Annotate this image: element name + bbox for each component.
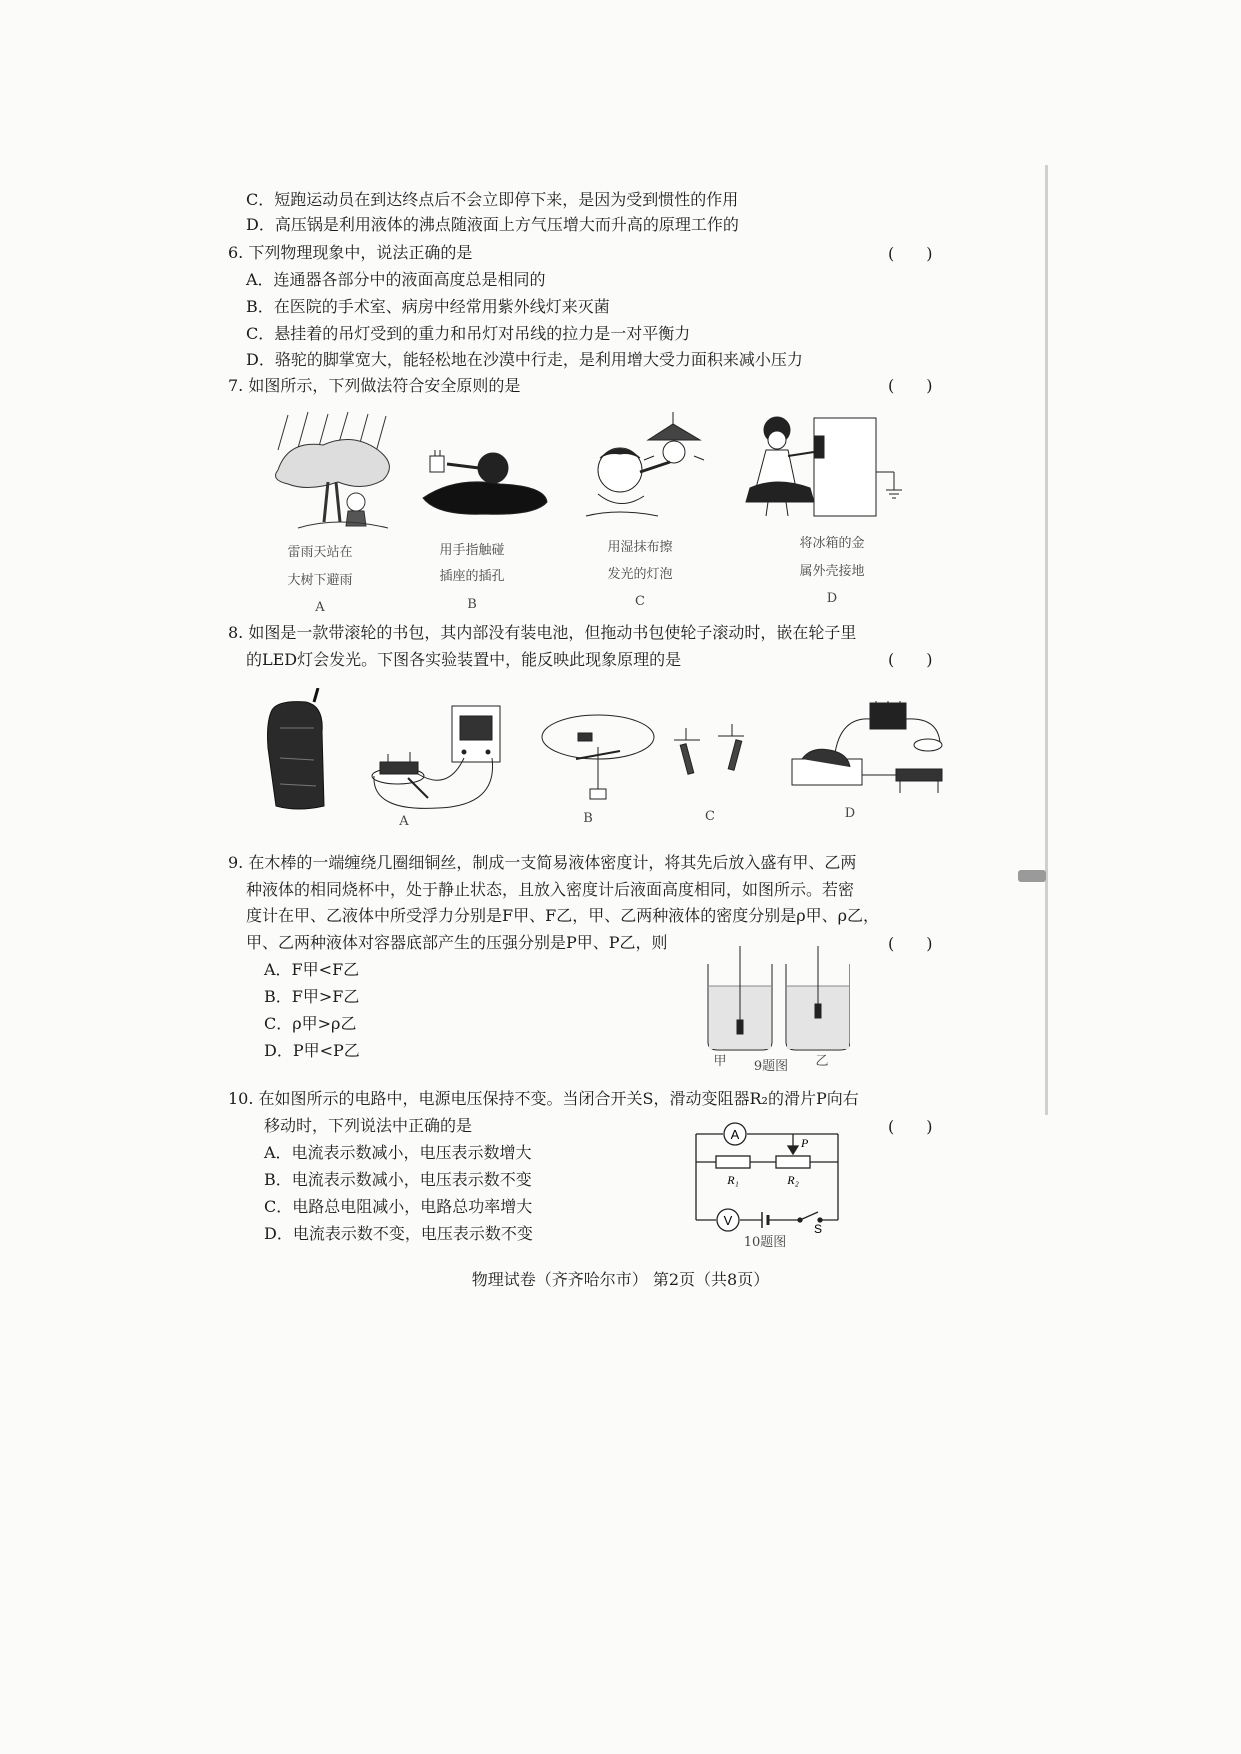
q8-label-a: A xyxy=(399,814,409,829)
scan-edge-mark xyxy=(1018,870,1046,882)
q9-label-jia: 甲 xyxy=(713,1054,727,1069)
q9-stem-line4: 甲、乙两种液体对容器底部产生的压强分别是P甲、P乙，则 xyxy=(246,933,668,952)
q6-stem: 6. 下列物理现象中，说法正确的是 xyxy=(228,243,473,262)
q9-stem-line1: 9. 在木棒的一端缠绕几圈细铜丝，制成一支简易液体密度计，将其先后放入盛有甲、乙两 xyxy=(228,853,857,872)
q7-caption-c-line1: 用湿抹布擦 xyxy=(607,540,673,555)
q6-answer-paren: ( ) xyxy=(888,244,933,263)
q8-answer-paren: ( ) xyxy=(888,650,933,669)
q9-option-d: D．P甲<P乙 xyxy=(264,1041,360,1060)
q10-figure-circuit xyxy=(690,1116,850,1234)
q7-caption-b-line2: 插座的插孔 xyxy=(439,569,505,584)
q6-option-d: D．骆驼的脚掌宽大，能轻松地在沙漠中行走，是利用增大受力面积来减小压力 xyxy=(246,350,803,369)
q8-figure-c-magnets xyxy=(666,710,756,782)
q7-figure-c-wet-cloth-bulb xyxy=(578,412,728,522)
q7-answer-paren: ( ) xyxy=(888,376,933,395)
q5-option-d: D．高压锅是利用液体的沸点随液面上方气压增大而升高的原理工作的 xyxy=(246,215,739,234)
slider-p-label: P xyxy=(801,1136,809,1150)
q8-stem-line2: 的LED灯会发光。下图各实验装置中，能反映此现象原理的是 xyxy=(246,650,682,669)
q8-figure-b-oersted xyxy=(538,707,658,803)
rheostat-r2-symbol xyxy=(776,1156,810,1168)
q5-option-c: C．短跑运动员在到达终点后不会立即停下来，是因为受到惯性的作用 xyxy=(246,190,739,209)
scan-edge-line xyxy=(1045,165,1048,1115)
q10-stem-line1: 10. 在如图所示的电路中，电源电压保持不变。当闭合开关S，滑动变阻器R₂的滑片P向右 xyxy=(228,1089,859,1108)
q8-label-c: C xyxy=(705,809,715,824)
switch-s-label: S xyxy=(814,1222,823,1234)
q6-option-c: C．悬挂着的吊灯受到的重力和吊灯对吊线的拉力是一对平衡力 xyxy=(246,324,691,343)
q8-figure-rolling-schoolbag xyxy=(258,688,338,813)
q8-figure-d-motor-circuit xyxy=(778,697,953,805)
q6-option-b: B．在医院的手术室、病房中经常用紫外线灯来灭菌 xyxy=(246,297,610,316)
q9-option-c: C．ρ甲>ρ乙 xyxy=(264,1014,357,1033)
q7-caption-a-line1: 雷雨天站在 xyxy=(287,545,353,560)
q7-caption-d-line1: 将冰箱的金 xyxy=(799,536,865,551)
q7-caption-d-line2: 属外壳接地 xyxy=(799,564,865,579)
q7-caption-c-line2: 发光的灯泡 xyxy=(607,567,673,582)
q7-caption-b-line1: 用手指触碰 xyxy=(439,543,505,558)
q7-label-c: C xyxy=(635,594,645,609)
q7-figure-a-tree-rain xyxy=(268,410,408,532)
q10-stem-line2: 移动时，下列说法中正确的是 xyxy=(264,1116,473,1135)
q7-label-b: B xyxy=(467,597,477,612)
q9-option-b: B．F甲>F乙 xyxy=(264,987,360,1006)
q7-figure-d-fridge-ground xyxy=(732,414,922,519)
q8-label-d: D xyxy=(844,806,856,821)
q7-label-a: A xyxy=(315,600,325,615)
q8-label-b: B xyxy=(583,811,593,826)
q8-stem-line1: 8. 如图是一款带滚轮的书包，其内部没有装电池，但拖动书包使轮子滚动时，嵌在轮子里 xyxy=(228,623,857,642)
q10-option-a: A．电流表示数减小，电压表示数增大 xyxy=(264,1143,532,1162)
q10-answer-paren: ( ) xyxy=(888,1117,933,1136)
q7-label-d: D xyxy=(826,591,838,606)
q10-option-c: C．电路总电阻减小，电路总功率增大 xyxy=(264,1197,533,1216)
voltmeter-label: V xyxy=(723,1213,733,1228)
page-footer: 物理试卷（齐齐哈尔市） 第2页（共8页） xyxy=(471,1270,770,1289)
q9-stem-line3: 度计在甲、乙液体中所受浮力分别是F甲、F乙，甲、乙两种液体的密度分别是ρ甲、ρ乙， xyxy=(246,906,880,925)
q9-figure-caption: 9题图 xyxy=(753,1059,789,1074)
r2-label: R₂ xyxy=(787,1173,799,1187)
q9-answer-paren: ( ) xyxy=(888,934,933,953)
q9-label-yi: 乙 xyxy=(815,1054,829,1069)
q10-option-d: D．电流表示数不变，电压表示数不变 xyxy=(264,1224,533,1243)
q6-option-a: A．连通器各部分中的液面高度总是相同的 xyxy=(246,270,546,289)
ammeter-label: A xyxy=(730,1127,740,1142)
resistor-r1-symbol xyxy=(716,1156,750,1168)
q8-figure-a-galvanometer xyxy=(368,702,518,814)
q7-stem: 7. 如图所示，下列做法符合安全原则的是 xyxy=(228,376,521,395)
q10-option-b: B．电流表示数减小，电压表示数不变 xyxy=(264,1170,532,1189)
q10-figure-caption: 10题图 xyxy=(743,1235,787,1250)
r1-label: R₁ xyxy=(727,1173,739,1187)
q7-figure-b-finger-socket xyxy=(415,428,555,520)
q9-stem-line2: 种液体的相同烧杯中，处于静止状态，且放入密度计后液面高度相同，如图所示。若密 xyxy=(246,880,855,899)
q7-caption-a-line2: 大树下避雨 xyxy=(287,573,353,588)
q9-option-a: A．F甲<F乙 xyxy=(264,960,360,979)
q9-figure-beakers-hydrometer xyxy=(700,946,850,1052)
